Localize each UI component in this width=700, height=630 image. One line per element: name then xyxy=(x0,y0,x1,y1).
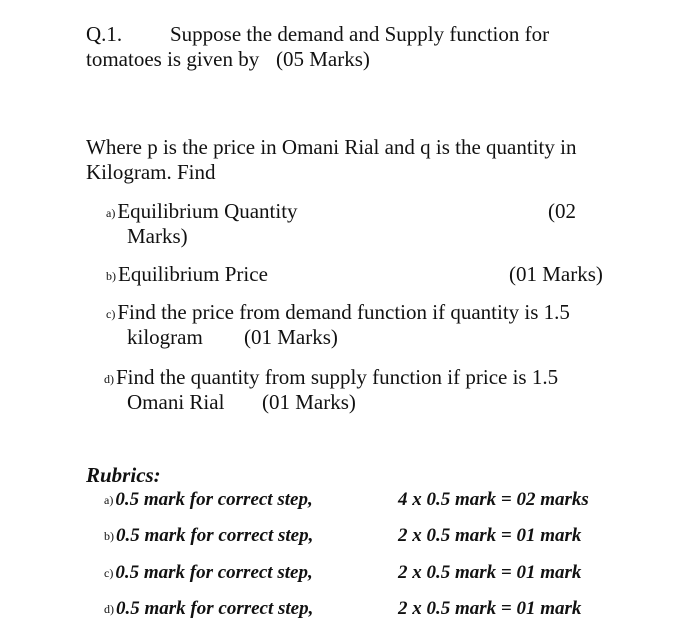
part-a-marks: (02 xyxy=(548,199,576,223)
rubric-a xyxy=(104,488,313,512)
question-intro-line2: tomatoes is given by xyxy=(86,47,260,71)
part-c-marker: c) xyxy=(106,307,116,321)
where-line2: Kilogram. Find xyxy=(86,160,216,184)
rubric-d-marker: d) xyxy=(104,602,114,616)
part-d-marker: d) xyxy=(104,372,114,386)
rubric-c-marker: c) xyxy=(104,566,114,580)
rubric-b-total: 2 x 0.5 mark = 01 mark xyxy=(398,525,582,546)
part-b-marks: (01 Marks) xyxy=(509,262,603,286)
part-a-marker: a) xyxy=(106,206,116,220)
part-a-marks-cont: Marks) xyxy=(127,224,188,248)
rubric-b-marker: b) xyxy=(104,529,114,543)
rubric-c xyxy=(104,561,313,585)
question-number: Q.1. xyxy=(86,22,123,46)
where-line1: Where p is the price in Omani Rial and q is the quantity in xyxy=(86,135,577,159)
part-d xyxy=(104,365,558,391)
rubric-b-step: 0.5 mark for correct step, xyxy=(116,525,314,546)
part-c-marks: (01 Marks) xyxy=(244,325,338,349)
part-b-text: Equilibrium Price xyxy=(118,262,268,286)
part-d-marks: (01 Marks) xyxy=(262,390,356,414)
question-intro-line1: Suppose the demand and Supply function for xyxy=(170,22,550,46)
rubric-a-marker: a) xyxy=(104,493,114,507)
part-d-text: Find the quantity from supply function if price is 1.5 xyxy=(116,365,559,389)
rubric-a-step: 0.5 mark for correct step, xyxy=(115,489,313,510)
part-a xyxy=(106,199,298,225)
part-b-marker: b) xyxy=(106,269,116,283)
rubric-d xyxy=(104,597,313,621)
rubric-c-step: 0.5 mark for correct step, xyxy=(115,562,313,583)
rubric-c-total: 2 x 0.5 mark = 01 mark xyxy=(398,562,582,583)
rubric-a-total: 4 x 0.5 mark = 02 marks xyxy=(398,489,589,510)
part-c xyxy=(106,300,570,326)
part-b xyxy=(106,262,268,288)
part-a-text: Equilibrium Quantity xyxy=(117,199,298,223)
part-c-text: Find the price from demand function if quantity is 1.5 xyxy=(117,300,570,324)
rubric-d-total: 2 x 0.5 mark = 01 mark xyxy=(398,598,582,619)
part-c-text-cont: kilogram xyxy=(127,325,203,349)
rubric-b xyxy=(104,524,313,548)
part-d-text-cont: Omani Rial xyxy=(127,390,225,414)
question-total-marks: (05 Marks) xyxy=(276,47,370,71)
rubrics-title: Rubrics: xyxy=(86,463,161,487)
rubric-d-step: 0.5 mark for correct step, xyxy=(116,598,314,619)
